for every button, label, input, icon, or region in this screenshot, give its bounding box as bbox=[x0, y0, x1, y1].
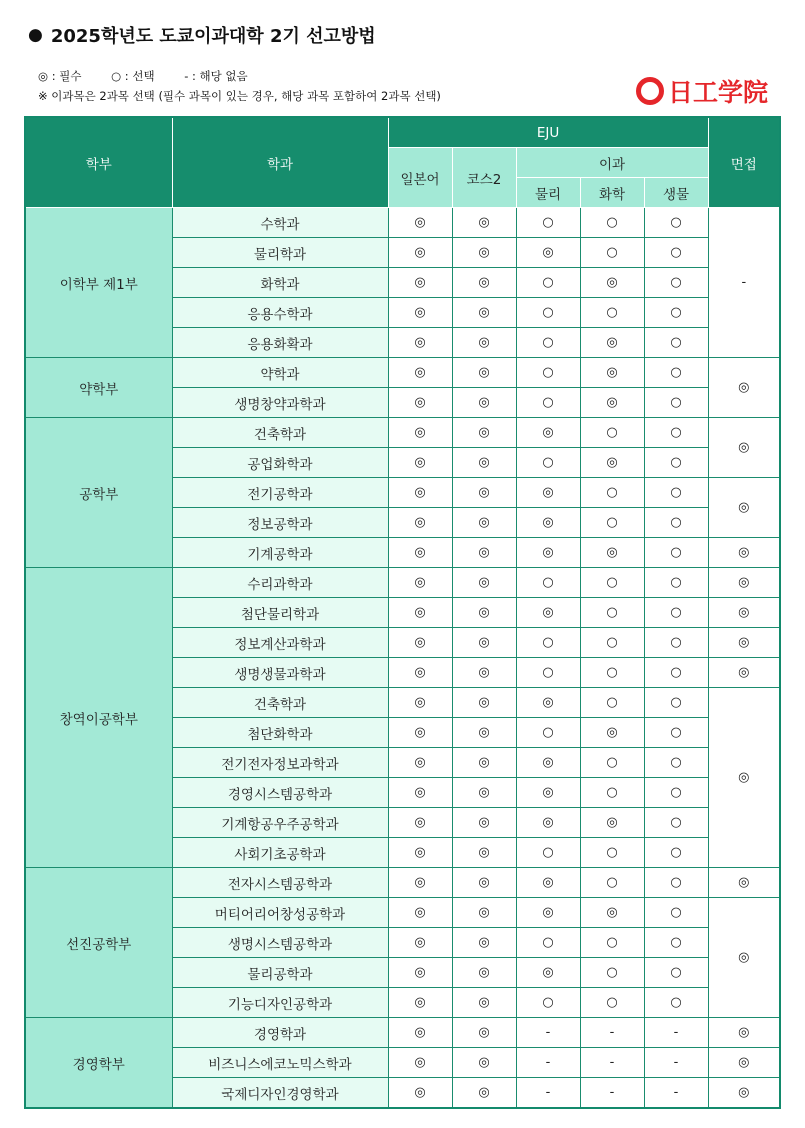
interview-cell: ◎ bbox=[708, 688, 780, 868]
biology-mark: ○ bbox=[644, 298, 708, 328]
japanese-mark: ◎ bbox=[388, 718, 452, 748]
department-cell: 기계공학과 bbox=[172, 538, 388, 568]
interview-cell: ◎ bbox=[708, 1078, 780, 1109]
course2-mark: ◎ bbox=[452, 838, 516, 868]
japanese-mark: ◎ bbox=[388, 1048, 452, 1078]
physics-mark: ○ bbox=[516, 838, 580, 868]
physics-mark: ◎ bbox=[516, 538, 580, 568]
biology-mark: ○ bbox=[644, 628, 708, 658]
biology-mark: ○ bbox=[644, 988, 708, 1018]
physics-mark: ◎ bbox=[516, 598, 580, 628]
department-cell: 비즈니스에코노믹스학과 bbox=[172, 1048, 388, 1078]
chemistry-mark: ○ bbox=[580, 508, 644, 538]
department-cell: 생명생물과학과 bbox=[172, 658, 388, 688]
header-japanese: 일본어 bbox=[388, 148, 452, 208]
department-cell: 정보계산과학과 bbox=[172, 628, 388, 658]
logo-text: 日工学院 bbox=[668, 78, 769, 107]
physics-mark: ○ bbox=[516, 658, 580, 688]
header-department: 학과 bbox=[172, 117, 388, 208]
japanese-mark: ◎ bbox=[388, 388, 452, 418]
physics-mark: ◎ bbox=[516, 508, 580, 538]
department-cell: 생명창약과학과 bbox=[172, 388, 388, 418]
chemistry-mark: ◎ bbox=[580, 718, 644, 748]
biology-mark: ○ bbox=[644, 268, 708, 298]
table-row bbox=[25, 208, 780, 238]
course2-mark: ◎ bbox=[452, 208, 516, 238]
legend-optional: ○ : 선택 bbox=[111, 69, 155, 83]
course2-mark: ◎ bbox=[452, 268, 516, 298]
department-cell: 화학과 bbox=[172, 268, 388, 298]
biology-mark: ○ bbox=[644, 358, 708, 388]
chemistry-mark: ◎ bbox=[580, 358, 644, 388]
japanese-mark: ◎ bbox=[388, 898, 452, 928]
japanese-mark: ◎ bbox=[388, 958, 452, 988]
japanese-mark: ◎ bbox=[388, 988, 452, 1018]
biology-mark: ○ bbox=[644, 868, 708, 898]
title-text: 2025학년도 도쿄이과대학 2기 선고방법 bbox=[50, 26, 376, 47]
physics-mark: ○ bbox=[516, 988, 580, 1018]
chemistry-mark: ○ bbox=[580, 688, 644, 718]
faculty-cell: 이학부 제1부 bbox=[25, 208, 172, 358]
japanese-mark: ◎ bbox=[388, 778, 452, 808]
japanese-mark: ◎ bbox=[388, 748, 452, 778]
japanese-mark: ◎ bbox=[388, 868, 452, 898]
chemistry-mark: - bbox=[580, 1048, 644, 1078]
logo-circle-icon bbox=[636, 77, 664, 105]
department-cell: 생명시스템공학과 bbox=[172, 928, 388, 958]
biology-mark: - bbox=[644, 1018, 708, 1048]
department-cell: 응용수학과 bbox=[172, 298, 388, 328]
biology-mark: ○ bbox=[644, 778, 708, 808]
biology-mark: ○ bbox=[644, 928, 708, 958]
japanese-mark: ◎ bbox=[388, 688, 452, 718]
department-cell: 기능디자인공학과 bbox=[172, 988, 388, 1018]
department-cell: 머티어리어창성공학과 bbox=[172, 898, 388, 928]
physics-mark: ◎ bbox=[516, 958, 580, 988]
faculty-cell: 약학부 bbox=[25, 358, 172, 418]
course2-mark: ◎ bbox=[452, 448, 516, 478]
course2-mark: ◎ bbox=[452, 748, 516, 778]
chemistry-mark: ◎ bbox=[580, 538, 644, 568]
chemistry-mark: - bbox=[580, 1078, 644, 1109]
biology-mark: ○ bbox=[644, 838, 708, 868]
table-row bbox=[25, 1018, 780, 1048]
japanese-mark: ◎ bbox=[388, 268, 452, 298]
course2-mark: ◎ bbox=[452, 1048, 516, 1078]
biology-mark: ○ bbox=[644, 508, 708, 538]
faculty-cell: 창역이공학부 bbox=[25, 568, 172, 868]
chemistry-mark: ○ bbox=[580, 658, 644, 688]
biology-mark: ○ bbox=[644, 568, 708, 598]
table-row bbox=[25, 418, 780, 448]
chemistry-mark: ○ bbox=[580, 568, 644, 598]
header-science: 이과 bbox=[516, 148, 708, 178]
chemistry-mark: ○ bbox=[580, 478, 644, 508]
japanese-mark: ◎ bbox=[388, 1018, 452, 1048]
department-cell: 사회기초공학과 bbox=[172, 838, 388, 868]
biology-mark: ○ bbox=[644, 478, 708, 508]
table-body bbox=[25, 208, 780, 1109]
japanese-mark: ◎ bbox=[388, 628, 452, 658]
japanese-mark: ◎ bbox=[388, 238, 452, 268]
department-cell: 첨단물리학과 bbox=[172, 598, 388, 628]
interview-cell: ◎ bbox=[708, 628, 780, 658]
department-cell: 건축학과 bbox=[172, 418, 388, 448]
header-biology: 생물 bbox=[644, 178, 708, 208]
biology-mark: ○ bbox=[644, 328, 708, 358]
course2-mark: ◎ bbox=[452, 568, 516, 598]
japanese-mark: ◎ bbox=[388, 928, 452, 958]
faculty-cell: 공학부 bbox=[25, 418, 172, 568]
japanese-mark: ◎ bbox=[388, 568, 452, 598]
course2-mark: ◎ bbox=[452, 358, 516, 388]
interview-cell: ◎ bbox=[708, 418, 780, 478]
faculty-cell: 경영학부 bbox=[25, 1018, 172, 1109]
course2-mark: ◎ bbox=[452, 538, 516, 568]
legend-required: ◎ : 필수 bbox=[38, 69, 82, 83]
department-cell: 국제디자인경영학과 bbox=[172, 1078, 388, 1109]
physics-mark: ○ bbox=[516, 448, 580, 478]
interview-cell: ◎ bbox=[708, 538, 780, 568]
biology-mark: ○ bbox=[644, 598, 708, 628]
japanese-mark: ◎ bbox=[388, 478, 452, 508]
chemistry-mark: ○ bbox=[580, 838, 644, 868]
interview-cell: ◎ bbox=[708, 898, 780, 1018]
physics-mark: ◎ bbox=[516, 688, 580, 718]
department-cell: 첨단화학과 bbox=[172, 718, 388, 748]
biology-mark: - bbox=[644, 1048, 708, 1078]
interview-cell: ◎ bbox=[708, 658, 780, 688]
department-cell: 수리과학과 bbox=[172, 568, 388, 598]
table-row bbox=[25, 358, 780, 388]
course2-mark: ◎ bbox=[452, 778, 516, 808]
physics-mark: ◎ bbox=[516, 808, 580, 838]
legend-none: - : 해당 없음 bbox=[184, 69, 248, 83]
header-course2: 코스2 bbox=[452, 148, 516, 208]
chemistry-mark: - bbox=[580, 1018, 644, 1048]
course2-mark: ◎ bbox=[452, 418, 516, 448]
department-cell: 경영학과 bbox=[172, 1018, 388, 1048]
physics-mark: - bbox=[516, 1048, 580, 1078]
biology-mark: - bbox=[644, 1078, 708, 1109]
biology-mark: ○ bbox=[644, 748, 708, 778]
header-faculty: 학부 bbox=[25, 117, 172, 208]
logo bbox=[636, 73, 768, 109]
chemistry-mark: ○ bbox=[580, 238, 644, 268]
chemistry-mark: ◎ bbox=[580, 328, 644, 358]
course2-mark: ◎ bbox=[452, 958, 516, 988]
chemistry-mark: ○ bbox=[580, 748, 644, 778]
header-eju: EJU bbox=[388, 117, 708, 148]
japanese-mark: ◎ bbox=[388, 328, 452, 358]
department-cell: 약학과 bbox=[172, 358, 388, 388]
chemistry-mark: ○ bbox=[580, 988, 644, 1018]
physics-mark: - bbox=[516, 1018, 580, 1048]
japanese-mark: ◎ bbox=[388, 1078, 452, 1109]
japanese-mark: ◎ bbox=[388, 418, 452, 448]
department-cell: 응용화확과 bbox=[172, 328, 388, 358]
department-cell: 공업화학과 bbox=[172, 448, 388, 478]
interview-cell: ◎ bbox=[708, 478, 780, 538]
chemistry-mark: ○ bbox=[580, 208, 644, 238]
physics-mark: ◎ bbox=[516, 898, 580, 928]
page-title bbox=[28, 22, 376, 48]
interview-cell: ◎ bbox=[708, 1018, 780, 1048]
biology-mark: ○ bbox=[644, 388, 708, 418]
physics-mark: ○ bbox=[516, 268, 580, 298]
faculty-cell: 선진공학부 bbox=[25, 868, 172, 1018]
chemistry-mark: ◎ bbox=[580, 448, 644, 478]
course2-mark: ◎ bbox=[452, 1078, 516, 1109]
course2-mark: ◎ bbox=[452, 928, 516, 958]
biology-mark: ○ bbox=[644, 418, 708, 448]
japanese-mark: ◎ bbox=[388, 298, 452, 328]
course2-mark: ◎ bbox=[452, 808, 516, 838]
interview-cell: ◎ bbox=[708, 598, 780, 628]
japanese-mark: ◎ bbox=[388, 838, 452, 868]
physics-mark: ◎ bbox=[516, 418, 580, 448]
course2-mark: ◎ bbox=[452, 898, 516, 928]
course2-mark: ◎ bbox=[452, 478, 516, 508]
course2-mark: ◎ bbox=[452, 718, 516, 748]
admission-table bbox=[24, 116, 781, 1109]
physics-mark: ◎ bbox=[516, 478, 580, 508]
physics-mark: ○ bbox=[516, 568, 580, 598]
course2-mark: ◎ bbox=[452, 598, 516, 628]
course2-mark: ◎ bbox=[452, 1018, 516, 1048]
course2-mark: ◎ bbox=[452, 298, 516, 328]
course2-mark: ◎ bbox=[452, 688, 516, 718]
header-interview: 면접 bbox=[708, 117, 780, 208]
department-cell: 수학과 bbox=[172, 208, 388, 238]
physics-mark: ○ bbox=[516, 358, 580, 388]
japanese-mark: ◎ bbox=[388, 508, 452, 538]
japanese-mark: ◎ bbox=[388, 208, 452, 238]
header-physics: 물리 bbox=[516, 178, 580, 208]
biology-mark: ○ bbox=[644, 718, 708, 748]
department-cell: 정보공학과 bbox=[172, 508, 388, 538]
legend bbox=[38, 68, 441, 104]
department-cell: 전기전자정보과학과 bbox=[172, 748, 388, 778]
interview-cell: ◎ bbox=[708, 568, 780, 598]
physics-mark: - bbox=[516, 1078, 580, 1109]
biology-mark: ○ bbox=[644, 238, 708, 268]
department-cell: 물리공학과 bbox=[172, 958, 388, 988]
course2-mark: ◎ bbox=[452, 328, 516, 358]
biology-mark: ○ bbox=[644, 538, 708, 568]
chemistry-mark: ◎ bbox=[580, 388, 644, 418]
chemistry-mark: ○ bbox=[580, 778, 644, 808]
physics-mark: ○ bbox=[516, 328, 580, 358]
biology-mark: ○ bbox=[644, 448, 708, 478]
physics-mark: ◎ bbox=[516, 868, 580, 898]
interview-cell: - bbox=[708, 208, 780, 358]
table-row bbox=[25, 868, 780, 898]
table-row bbox=[25, 568, 780, 598]
chemistry-mark: ○ bbox=[580, 958, 644, 988]
department-cell: 기계항공우주공학과 bbox=[172, 808, 388, 838]
chemistry-mark: ○ bbox=[580, 598, 644, 628]
physics-mark: ◎ bbox=[516, 238, 580, 268]
biology-mark: ○ bbox=[644, 898, 708, 928]
course2-mark: ◎ bbox=[452, 388, 516, 418]
header-chemistry: 화학 bbox=[580, 178, 644, 208]
biology-mark: ○ bbox=[644, 808, 708, 838]
interview-cell: ◎ bbox=[708, 868, 780, 898]
japanese-mark: ◎ bbox=[388, 598, 452, 628]
department-cell: 경영시스템공학과 bbox=[172, 778, 388, 808]
japanese-mark: ◎ bbox=[388, 658, 452, 688]
chemistry-mark: ◎ bbox=[580, 268, 644, 298]
chemistry-mark: ◎ bbox=[580, 808, 644, 838]
physics-mark: ○ bbox=[516, 928, 580, 958]
physics-mark: ○ bbox=[516, 628, 580, 658]
chemistry-mark: ○ bbox=[580, 928, 644, 958]
course2-mark: ◎ bbox=[452, 628, 516, 658]
physics-mark: ○ bbox=[516, 208, 580, 238]
biology-mark: ○ bbox=[644, 658, 708, 688]
interview-cell: ◎ bbox=[708, 358, 780, 418]
course2-mark: ◎ bbox=[452, 508, 516, 538]
interview-cell: ◎ bbox=[708, 1048, 780, 1078]
japanese-mark: ◎ bbox=[388, 448, 452, 478]
japanese-mark: ◎ bbox=[388, 808, 452, 838]
department-cell: 전자시스템공학과 bbox=[172, 868, 388, 898]
physics-mark: ○ bbox=[516, 388, 580, 418]
course2-mark: ◎ bbox=[452, 868, 516, 898]
course2-mark: ◎ bbox=[452, 988, 516, 1018]
physics-mark: ◎ bbox=[516, 748, 580, 778]
chemistry-mark: ○ bbox=[580, 418, 644, 448]
physics-mark: ○ bbox=[516, 718, 580, 748]
physics-mark: ◎ bbox=[516, 778, 580, 808]
course2-mark: ◎ bbox=[452, 238, 516, 268]
department-cell: 전기공학과 bbox=[172, 478, 388, 508]
biology-mark: ○ bbox=[644, 208, 708, 238]
legend-note: ※ 이과목은 2과목 선택 (필수 과목이 있는 경우, 해당 과목 포함하여 2과목 선택) bbox=[38, 89, 441, 103]
chemistry-mark: ◎ bbox=[580, 898, 644, 928]
biology-mark: ○ bbox=[644, 958, 708, 988]
japanese-mark: ◎ bbox=[388, 358, 452, 388]
chemistry-mark: ○ bbox=[580, 628, 644, 658]
department-cell: 물리학과 bbox=[172, 238, 388, 268]
course2-mark: ◎ bbox=[452, 658, 516, 688]
physics-mark: ○ bbox=[516, 298, 580, 328]
title-bullet-icon: ● bbox=[28, 25, 43, 45]
chemistry-mark: ○ bbox=[580, 868, 644, 898]
biology-mark: ○ bbox=[644, 688, 708, 718]
chemistry-mark: ○ bbox=[580, 298, 644, 328]
department-cell: 건축학과 bbox=[172, 688, 388, 718]
japanese-mark: ◎ bbox=[388, 538, 452, 568]
